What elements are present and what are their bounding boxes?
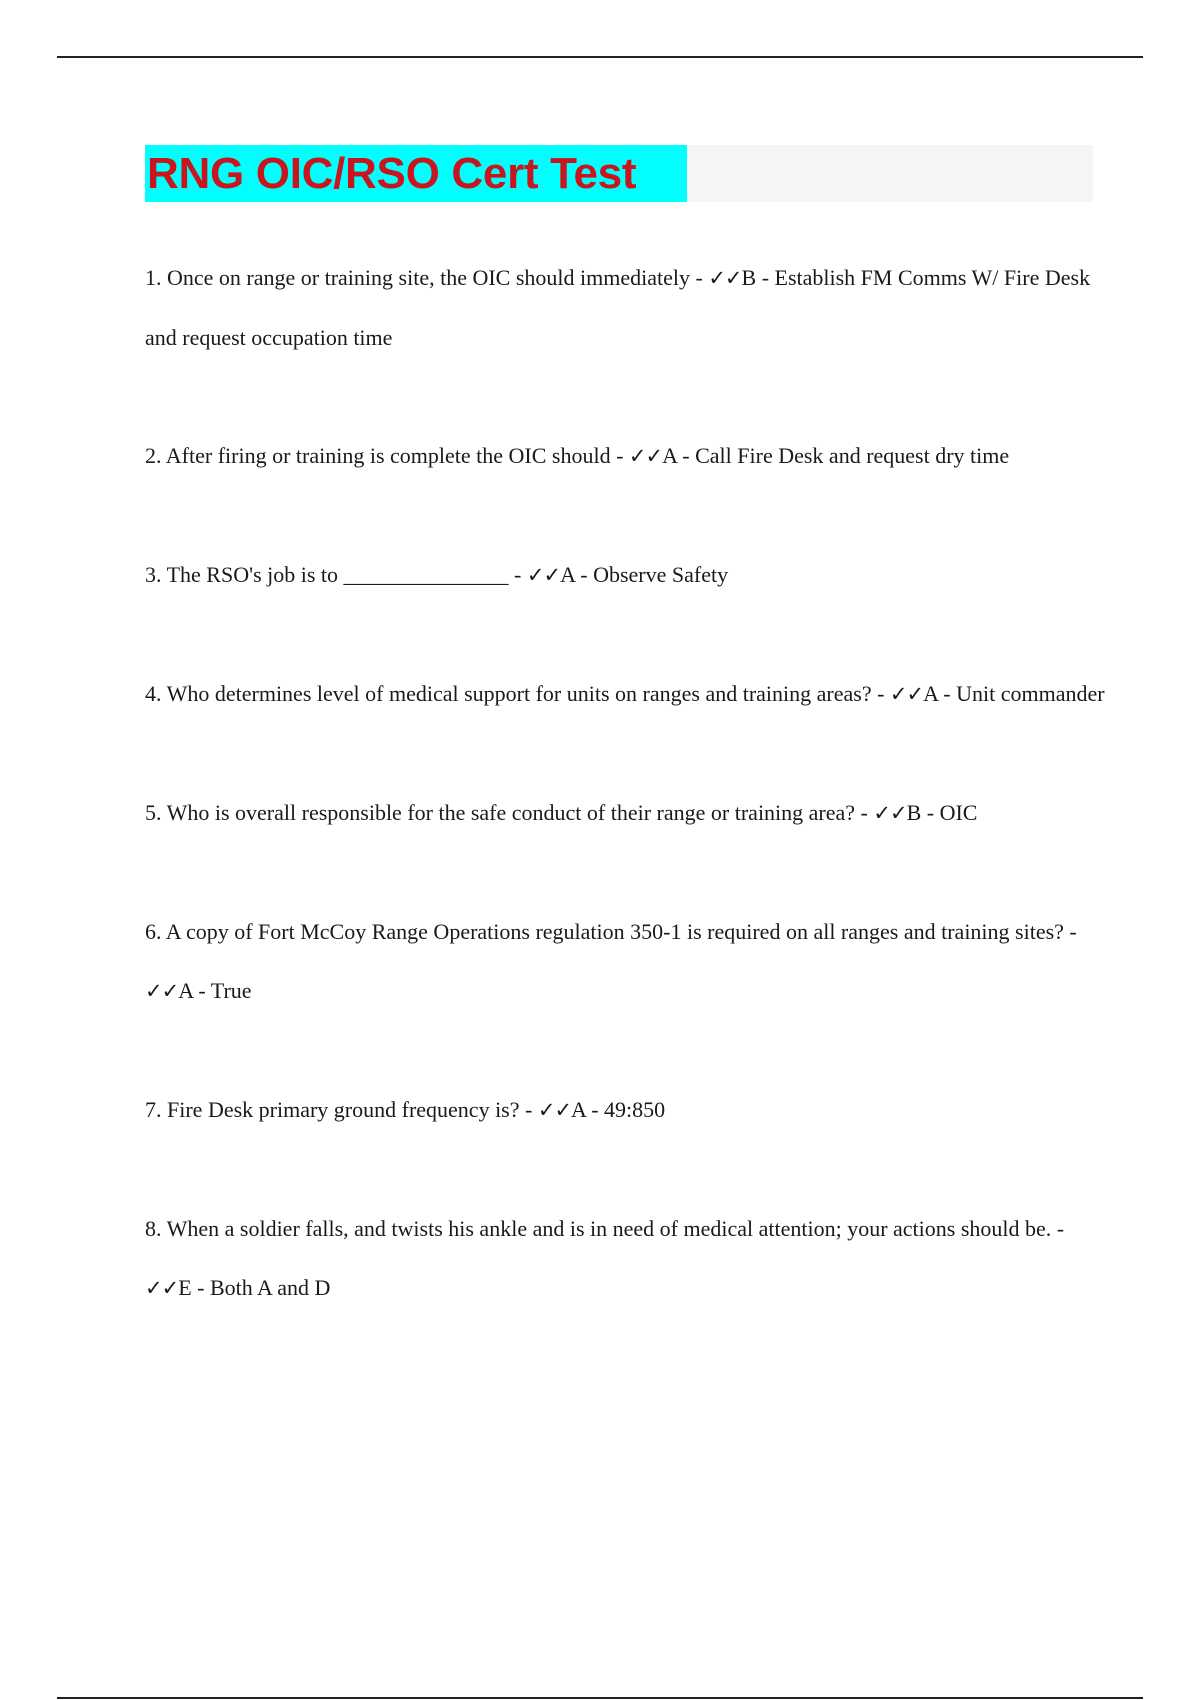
question-text: 4. Who determines level of medical support for units on ranges and training areas? - [145,681,890,706]
question-text: 1. Once on range or training site, the OIC should immediately - [145,265,709,290]
list-item [145,426,1105,486]
list-item [145,664,1105,724]
check-icon: ✓✓ [708,266,742,290]
check-icon: ✓✓ [145,979,179,1003]
answer-text: A - Observe Safety [560,562,729,587]
top-rule [57,56,1143,58]
list-item [145,545,1105,605]
check-icon: ✓✓ [873,801,907,825]
check-icon: ✓✓ [526,563,561,587]
question-text: 7. Fire Desk primary ground frequency is? - [145,1097,538,1122]
answer-text: A - Call Fire Desk and request dry time [662,443,1010,468]
answer-text: A - 49:850 [571,1097,666,1122]
question-list [145,248,1105,1318]
question-text: 2. After firing or training is complete the OIC should - [145,443,629,468]
list-item [145,1199,1105,1318]
check-icon: ✓✓ [628,444,663,468]
answer-text: A - True [178,978,252,1003]
question-text: 6. A copy of Fort McCoy Range Operations regulation 350-1 is required on all ranges and training sites? - [145,919,1077,944]
list-item [145,248,1105,367]
document-title: RNG OIC/RSO Cert Test [145,145,687,202]
answer-text: B - OIC [906,800,978,825]
question-text: 3. The RSO's job is to _______________ - [145,562,527,587]
check-icon: ✓✓ [145,1276,179,1300]
bottom-rule [57,1697,1143,1699]
answer-text: B - Establish FM Comms W/ Fire Desk and request occupation time [145,265,1091,350]
answer-text: E - Both A and D [178,1275,331,1300]
check-icon: ✓✓ [537,1098,572,1122]
answer-text: A - Unit commander [923,681,1105,706]
question-text: 8. When a soldier falls, and twists his ankle and is in need of medical attention; your actions should be. - [145,1216,1065,1241]
list-item [145,902,1105,1021]
question-text: 5. Who is overall responsible for the safe conduct of their range or training area? - [145,800,874,825]
list-item [145,783,1105,843]
list-item [145,1080,1105,1140]
check-icon: ✓✓ [889,682,924,706]
